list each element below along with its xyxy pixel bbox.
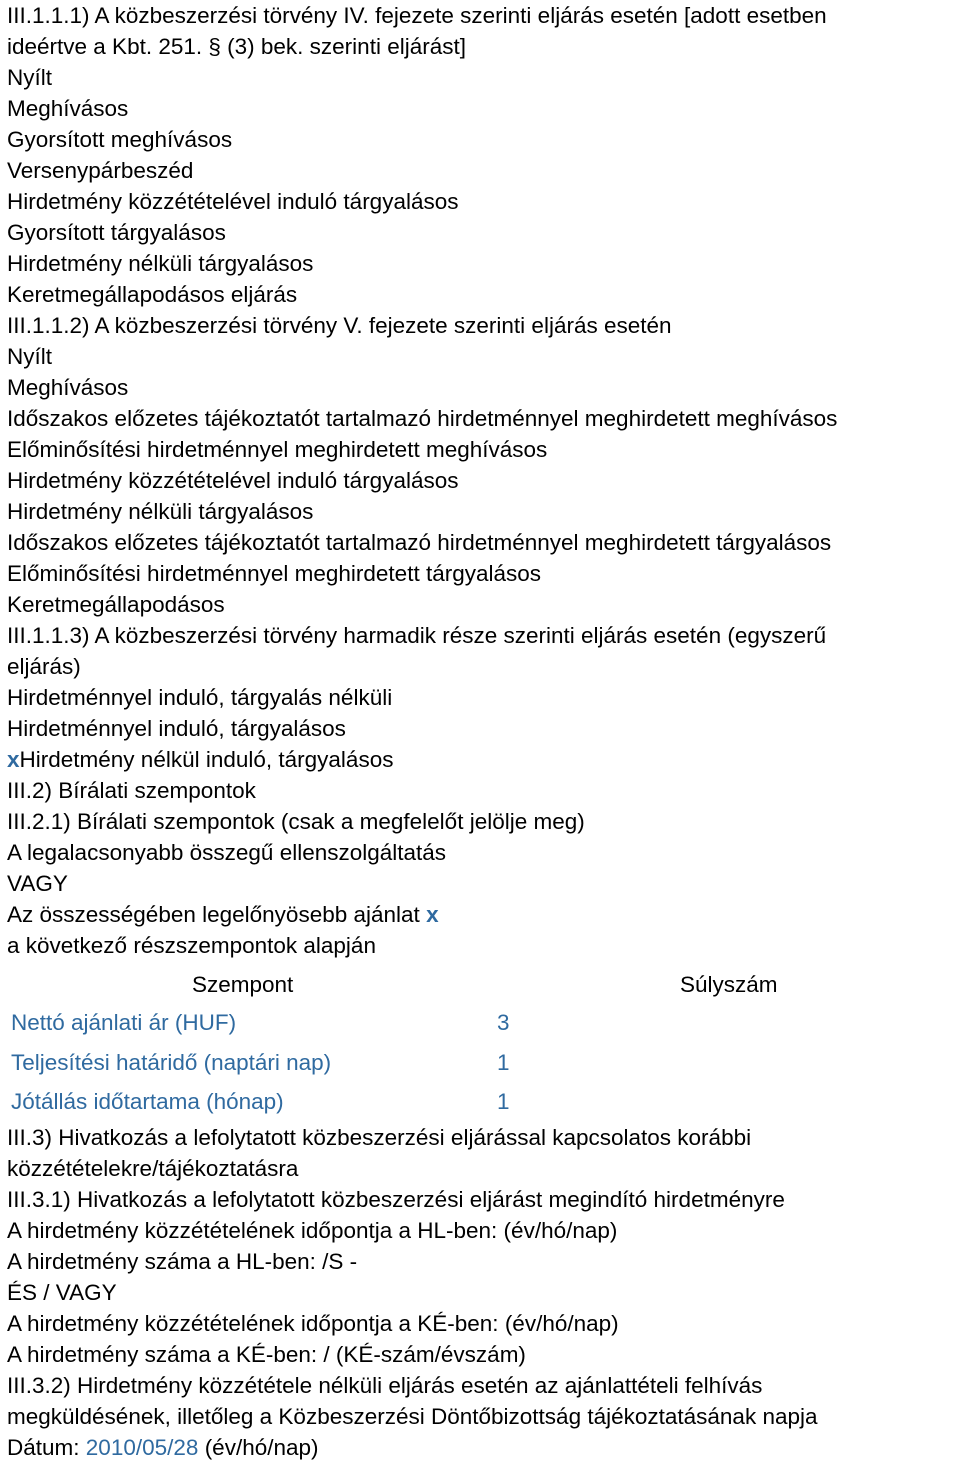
section-heading-iii-3-2-cont: megküldésének, illetőleg a Közbeszerzési Döntőbizottság tájékoztatásának napja [7,1403,818,1429]
procedure-option: Keretmegállapodásos [7,592,225,617]
procedure-option: Versenypárbeszéd [7,158,194,183]
criterion-weight: 1 [497,1089,510,1114]
date-line [7,1432,960,1463]
or-label: VAGY [7,871,68,896]
procedure-option: Előminősítési hirdetménnyel meghirdetett meghívásos [7,437,548,462]
date-format: (év/hó/nap) [204,1434,319,1460]
ke-publication-date: A hirdetmény közzétételének időpontja a KÉ-ben: (év/hó/nap) [7,1310,619,1336]
procedure-option: Hirdetmény közzétételével induló tárgyalásos [7,468,459,493]
procedure-option: Meghívásos [7,96,129,121]
criterion-weight: 3 [497,1010,510,1035]
criterion-best-offer [7,899,960,930]
criteria-table-header [7,963,960,1003]
criterion-name: Jótállás időtartama (hónap) [11,1089,284,1114]
criterion-lowest-price: A legalacsonyabb összegű ellenszolgáltatás [7,840,447,865]
procedure-option-selected [7,744,960,775]
selected-mark: x [7,747,20,772]
section-heading-iii-3-1: III.3.1) Hivatkozás a lefolytatott közbeszerzési eljárást megindító hirdetményre [7,1186,785,1212]
procedure-option-label: Hirdetmény nélkül induló, tárgyalásos [19,747,394,772]
section-heading-iii-3-cont: közzétételekre/tájékoztatásra [7,1155,299,1181]
section-heading-iii-1-1-1: III.1.1.1) A közbeszerzési törvény IV. fejezete szerinti eljárás esetén [adott esetben [7,3,827,28]
hl-notice-number: A hirdetmény száma a HL-ben: /S - [7,1248,358,1274]
procedure-option: Előminősítési hirdetménnyel meghirdetett tárgyalásos [7,561,542,586]
criterion-weight: 1 [497,1049,510,1075]
weight-column-header: Súlyszám [680,972,778,997]
criterion-name: Teljesítési határidő (naptári nap) [11,1049,332,1075]
procedure-option: Hirdetmény közzétételével induló tárgyalásos [7,189,459,214]
date-value: 2010/05/28 [85,1434,199,1460]
section-heading-iii-2-1: III.2.1) Bírálati szempontok (csak a megfelelőt jelölje meg) [7,809,585,834]
section-heading-iii-1-1-3-cont: eljárás) [7,654,81,679]
best-offer-label: Az összességében legelőnyösebb ajánlat [7,902,420,927]
section-heading-iii-1-1-1-cont: ideértve a Kbt. 251. § (3) bek. szerinti eljárást] [7,34,466,59]
table-row [7,1003,960,1043]
procedure-option: Nyílt [7,344,52,369]
procedure-option: Keretmegállapodásos eljárás [7,282,298,307]
section-heading-iii-1-1-3: III.1.1.3) A közbeszerzési törvény harmadik része szerinti eljárás esetén (egyszerű [7,623,827,648]
procedure-option: Nyílt [7,65,52,90]
document-page [7,0,960,1463]
table-row [7,1043,960,1083]
section-heading-iii-3: III.3) Hivatkozás a lefolytatott közbeszerzési eljárással kapcsolatos korábbi [7,1124,752,1150]
section-heading-iii-3-2: III.3.2) Hirdetmény közzététele nélküli eljárás esetén az ajánlattételi felhívás [7,1372,763,1398]
section-heading-iii-1-1-2: III.1.1.2) A közbeszerzési törvény V. fejezete szerinti eljárás esetén [7,313,672,338]
procedure-option: Meghívásos [7,375,129,400]
procedure-option: Gyorsított tárgyalásos [7,220,226,245]
date-label: Dátum: [7,1434,80,1460]
procedure-option: Időszakos előzetes tájékoztatót tartalmazó hirdetménnyel meghirdetett meghívásos [7,406,838,431]
procedure-option: Hirdetmény nélküli tárgyalásos [7,251,314,276]
procedure-option: Gyorsított meghívásos [7,127,233,152]
ke-notice-number: A hirdetmény száma a KÉ-ben: / (KÉ-szám/évszám) [7,1341,526,1367]
hl-publication-date: A hirdetmény közzétételének időpontja a HL-ben: (év/hó/nap) [7,1217,618,1243]
table-row [7,1082,960,1122]
section-heading-iii-2: III.2) Bírálati szempontok [7,778,256,803]
and-or-label: ÉS / VAGY [7,1279,117,1305]
procedure-option: Hirdetménnyel induló, tárgyalás nélküli [7,685,393,710]
selected-mark: x [426,902,439,927]
procedure-option: Időszakos előzetes tájékoztatót tartalmazó hirdetménnyel meghirdetett tárgyalásos [7,530,832,555]
procedure-option: Hirdetmény nélküli tárgyalásos [7,499,314,524]
procedure-option: Hirdetménnyel induló, tárgyalásos [7,716,346,741]
sub-criteria-intro: a következő részszempontok alapján [7,933,376,958]
criterion-name: Nettó ajánlati ár (HUF) [11,1010,237,1035]
criterion-column-header: Szempont [192,972,294,997]
